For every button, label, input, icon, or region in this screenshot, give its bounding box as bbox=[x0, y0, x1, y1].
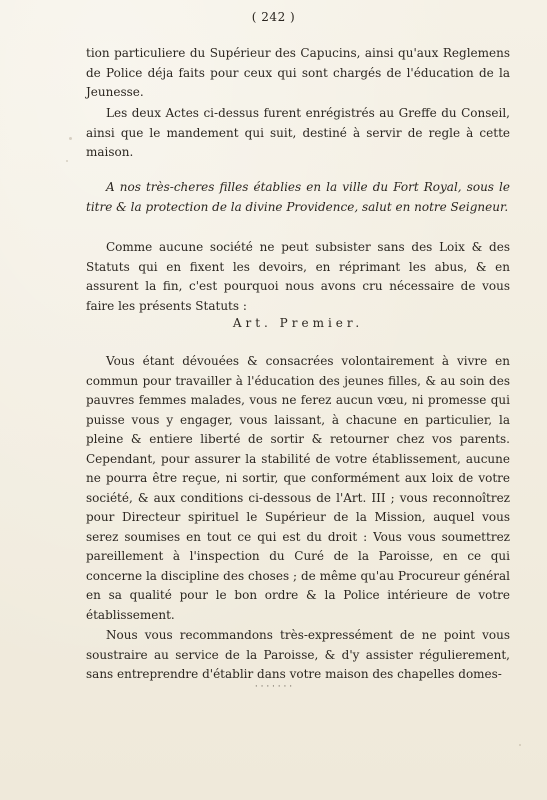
article-paragraph-text: Vous étant dévouées & consacrées volontairement à vivre en commun pour travailler à l'éducation des jeunes filles, & au soin des pauvres femmes malades, vous ne ferez aucun vœu, ni promesse qui puisse vous y engager, vous laissant, à chacune en particulier, la pleine & entiere liberté de sortir & retourner chez vos parents. Cependant, pour assurer la stabilité de votre établissement, aucune ne pourra être reçue, ni sortir, que conformément aux loix de votre société, & aux conditions ci-dessous de l'Art. III ; vous reconnoîtrez pour Directeur spirituel le Supérieur de la Mission, auquel vous serez soumises en tout ce qui est du droit : Vous vous soumettrez pareillement à l'inspection du Curé de la Paroisse, en ce qui concerne la discipline des choses ; de même qu'au Procureur général en sa qualité pour le bon ordre & la Police intérieure de votre établissement. bbox=[86, 354, 510, 622]
preamble-paragraph-text: Comme aucune société ne peut subsister sans des Loix & des Statuts qui en fixent les devoirs, en réprimant les abus, & en assurent la fin, c'est pourquoi nous avons cru nécessaire de vous faire les présents Statuts : bbox=[86, 240, 510, 313]
registration-paragraph-text: Les deux Actes ci-dessus furent enrégistrés au Greffe du Conseil, ainsi que le mandement qui suit, destiné à servir de regle à cette maison. bbox=[86, 106, 510, 159]
opening-lines-text: tion particuliere du Supérieur des Capucins, ainsi qu'aux Reglemens de Police déja faits pour ceux qui sont chargés de l'éducation de la Jeunesse. bbox=[86, 46, 510, 99]
page-ornament: · · · · · · · bbox=[254, 682, 293, 692]
paper-speck bbox=[69, 137, 72, 140]
closing-paragraph-text: Nous vous recommandons très-expressément de ne point vous soustraire au service de la Paroisse, & d'y assister régulierement, sans entreprendre d'établir dans votre maison des chapelles domes- bbox=[86, 628, 510, 681]
paper-speck bbox=[66, 160, 68, 162]
page-number: ( 242 ) bbox=[251, 10, 296, 24]
address-heading-text: A nos très-cheres filles établies en la ville du Fort Royal, sous le titre & la protection de la divine Providence, salut en notre Seigneur. bbox=[86, 180, 510, 214]
article-paragraph bbox=[86, 352, 510, 625]
registration-paragraph bbox=[86, 104, 510, 163]
opening-lines bbox=[86, 44, 510, 103]
preamble-paragraph bbox=[86, 238, 510, 316]
article-heading: Art. Premier. bbox=[232, 316, 364, 330]
address-heading bbox=[86, 178, 510, 217]
paper-speck bbox=[519, 744, 521, 746]
closing-paragraph bbox=[86, 626, 510, 685]
